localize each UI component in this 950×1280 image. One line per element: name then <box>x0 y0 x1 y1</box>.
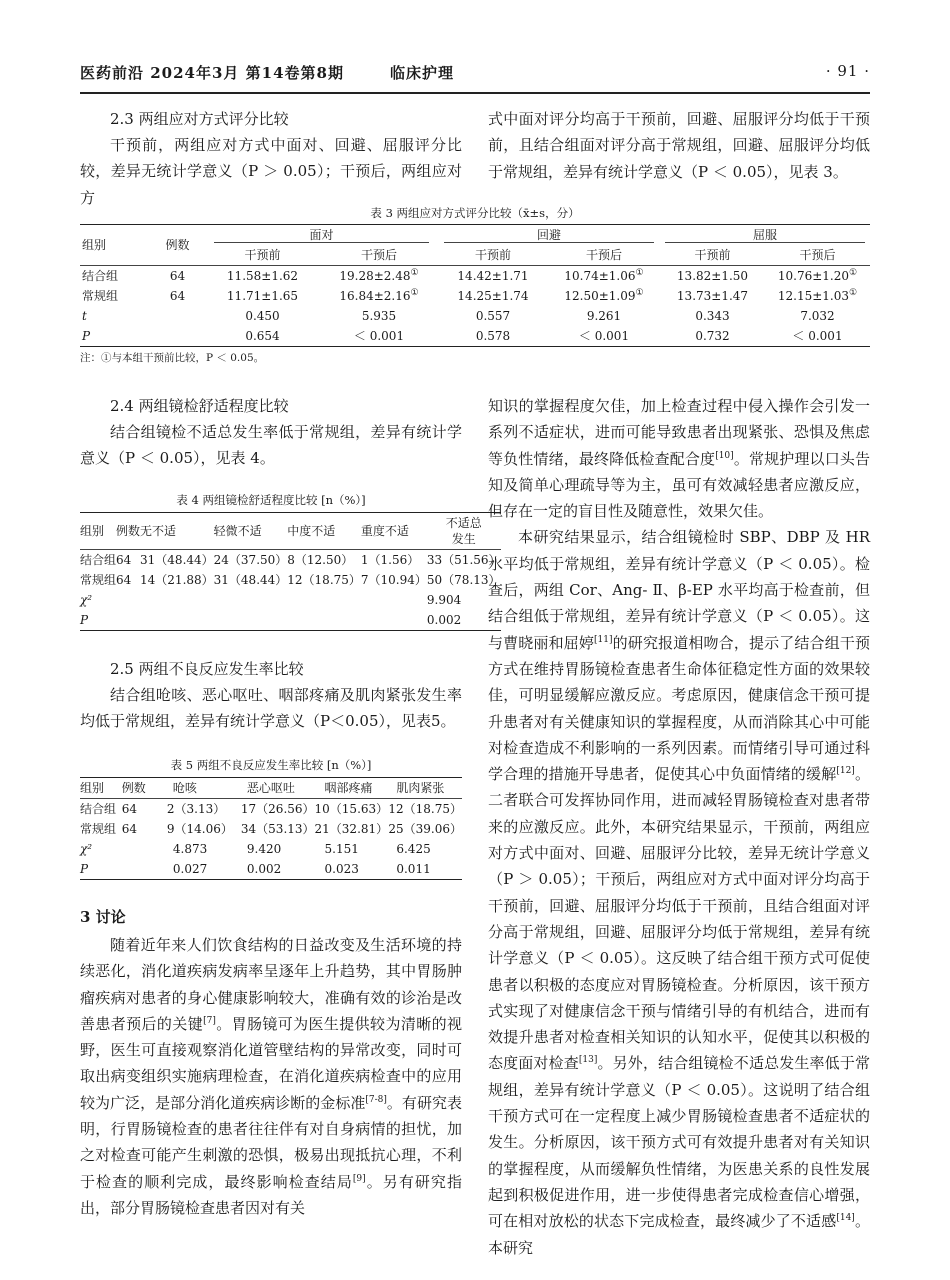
table-4-caption: 表 4 两组镜检舒适程度比较 [n（%）] <box>176 493 366 507</box>
section-2-3-continued <box>488 106 870 185</box>
table-cell: 0.027 <box>172 862 208 876</box>
table-cell: 6.425 <box>396 842 431 856</box>
table-cell: 13.82±1.50 <box>676 269 749 283</box>
table-cell: 24（37.50） <box>213 553 288 567</box>
section-2-5-paragraph: 结合组呛咳、恶心呕吐、咽部疼痛及肌肉紧张发生率均低于常规组，差异有统计学意义（P＜0.05），见表5。 <box>80 686 462 731</box>
table-cell <box>140 610 214 631</box>
table-cell: ＜ 0.001 <box>353 329 405 343</box>
table-cell: 结合组 <box>82 269 119 283</box>
table-cell: 10.74±1.06 <box>564 269 636 283</box>
table-3-header-n: 例数 <box>150 225 205 266</box>
table-cell: 10（15.63） <box>314 802 389 816</box>
table-cell: ＜ 0.001 <box>792 329 843 343</box>
table-4-header: 轻微不适 <box>213 524 262 538</box>
table-cell: 10.76±1.20 <box>777 269 850 283</box>
table-3-note: 注：①与本组干预前比较，P ＜ 0.05。 <box>80 352 265 364</box>
section-2-3 <box>80 106 462 211</box>
table-cell: 4.873 <box>172 842 208 856</box>
significance-mark: ① <box>849 268 858 278</box>
table-cell: χ² <box>80 593 93 607</box>
table-cell: 34（53.13） <box>240 822 315 836</box>
table-cell: 21（32.81） <box>314 822 389 836</box>
table-cell <box>150 326 205 347</box>
table-4-header: 发生 <box>451 532 476 546</box>
table-cell: ＜ 0.001 <box>578 329 630 343</box>
text-run: 随着近年来人们饮食结构的日益改变及生活环境的持续恶化，消化道疾病发病率呈逐年上升趋势，其中胃肠肿瘤疾病对患者的身心健康影响较大，准确有效的诊治是改善患者预后的关键 <box>80 936 462 1033</box>
table-5-header: 组别 <box>80 781 105 795</box>
table-cell: 0.023 <box>324 862 359 876</box>
table-cell <box>214 590 288 610</box>
discussion-right-column <box>488 393 870 1261</box>
table-row <box>80 326 870 347</box>
section-2-3-paragraph-cont: 式中面对评分均高于干预前，回避、屈服评分均低于干预前，且结合组面对评分高于常规组，回避、屈服评分均低于常规组，差异有统计学意义（P ＜ 0.05），见表 3。 <box>488 110 870 181</box>
table-cell: 0.557 <box>475 309 511 323</box>
table-3-subheader: 干预后 <box>585 248 622 262</box>
table-3-header-yield: 屈服 <box>665 228 865 243</box>
table-cell: 14（21.88） <box>140 573 214 587</box>
table-cell: 0.343 <box>695 309 730 323</box>
citation: [14] <box>836 1213 855 1224</box>
table-cell: t <box>82 309 87 323</box>
table-cell <box>122 839 155 859</box>
citation: [7-8] <box>365 1094 387 1105</box>
table-cell: 64 <box>169 289 186 303</box>
table-cell: 常规组 <box>80 822 117 836</box>
table-cell: 64 <box>121 802 138 816</box>
table-3-subheader: 干预前 <box>244 248 281 262</box>
table-cell: 5.935 <box>361 309 397 323</box>
table-3-header-face: 面对 <box>214 228 429 243</box>
table-cell: 33（51.56） <box>426 553 501 567</box>
text-run: 。有研究表明，行胃肠镜检查的患者往往伴有对自身病情的担忧，加之对检查可能产生刺激的恐惧，极易出现抵抗心理，不利于检查的顺利完成，最终影响检查结局 <box>80 1093 462 1191</box>
table-cell: 7.032 <box>800 309 835 323</box>
section-3-title: 3 讨论 <box>80 908 126 926</box>
table-5-header: 肌肉紧张 <box>396 781 445 795</box>
table-cell: 9（14.06） <box>166 822 233 836</box>
table-cell <box>287 610 361 631</box>
table-cell: 64 <box>121 822 138 836</box>
text-run: 。另有研究指出，部分胃肠镜检查患者因对有关 <box>80 1172 462 1217</box>
table-cell: 9.904 <box>426 593 462 607</box>
significance-mark: ① <box>635 288 644 298</box>
table-row <box>80 819 462 839</box>
running-header <box>80 62 870 88</box>
table-cell: 0.450 <box>245 309 280 323</box>
table-cell: 14.42±1.71 <box>457 269 529 283</box>
table-row <box>80 590 501 610</box>
table-3-caption: 表 3 两组应对方式评分比较（x̄±s，分） <box>370 206 580 220</box>
table-cell: 11.71±1.65 <box>226 289 299 303</box>
discussion-paragraph <box>488 393 870 524</box>
page-number: · 91 · <box>825 62 870 80</box>
table-cell <box>150 306 205 326</box>
table-cell: 16.84±2.16 <box>339 289 411 303</box>
citation: [9] <box>352 1173 366 1184</box>
section-2-4-title: 2.4 两组镜检舒适程度比较 <box>110 397 289 415</box>
citation: [13] <box>578 1055 598 1066</box>
text-run: 。胃肠镜可为医生提供较为清晰的视野，医生可直接观察消化道管壁结构的异常改变，同时可取出病变组织实施病理检查，在消化道疾病检查中的应用较为广泛，是部分消化道疾病诊断的金标准 <box>80 1014 462 1112</box>
table-3-header-avoid: 回避 <box>444 228 654 243</box>
table-cell: 常规组 <box>80 573 117 587</box>
table-cell: 0.002 <box>426 613 462 627</box>
table-3-header-group: 组别 <box>80 225 150 266</box>
table-cell: P <box>80 613 89 627</box>
table-4-header: 不适总 <box>445 516 482 530</box>
table-5 <box>80 777 462 880</box>
section-2-4-paragraph: 结合组镜检不适总发生率低于常规组，差异有统计学意义（P ＜ 0.05），见表 4。 <box>80 423 462 468</box>
discussion-paragraph <box>488 524 870 1260</box>
table-row <box>80 799 462 820</box>
table-cell: 0.011 <box>396 862 431 876</box>
table-cell: 7（10.94） <box>360 573 427 587</box>
table-cell: 0.732 <box>695 329 730 343</box>
table-cell: 12（18.75） <box>388 802 462 816</box>
table-cell <box>214 610 288 631</box>
section-2-3-paragraph: 干预前，两组应对方式中面对、回避、屈服评分比较，差异无统计学意义（P ＞ 0.05）；干预后，两组应对方 <box>80 136 462 207</box>
significance-mark: ① <box>410 288 419 298</box>
citation: [7] <box>203 1015 216 1026</box>
table-3-subheader: 干预前 <box>474 248 511 262</box>
table-4-header: 例数 <box>116 524 141 538</box>
table-cell: 结合组 <box>80 802 117 816</box>
section-name: 临床护理 <box>390 64 455 82</box>
table-cell: 常规组 <box>82 289 119 303</box>
table-cell: 5.151 <box>324 842 359 856</box>
table-cell <box>361 590 427 610</box>
text-run: 的研究报道相吻合，提示了结合组干预方式在维持胃肠镜检查患者生命体征稳定性方面的效果较佳，可明显缓解应激反应。考虑原因，健康信念干预可提升患者对有关健康知识的掌握程度，从而消除其心中可能对检查造成不利影响的一系列因素。而情绪引导可通过科学合理的措施开导患者，促使其心中负面情绪的缓解 <box>488 633 870 784</box>
table-cell: 12.50±1.09 <box>564 289 636 303</box>
table-3-subheader: 干预前 <box>694 248 731 262</box>
table-cell: 31（48.44） <box>213 573 288 587</box>
significance-mark: ① <box>635 268 644 278</box>
table-row <box>80 286 870 306</box>
table-cell: 8（12.50） <box>287 553 354 567</box>
table-cell <box>140 590 214 610</box>
table-cell: 19.28±2.48 <box>339 269 411 283</box>
table-row <box>80 570 501 590</box>
text-run: 本研究结果显示，结合组镜检时 SBP、DBP 及 HR 水平均低于常规组，差异有统计学意义（P ＜ 0.05）。检查后，两组 Cor、Ang- Ⅱ、β-EP 水平均高于检查前，但结合组低于常规组，差异有统计学意义（P ＜ 0.05）。这与曹晓丽和屈婷 <box>488 528 870 652</box>
table-4-header: 组别 <box>80 524 105 538</box>
table-cell: 64 <box>116 573 132 587</box>
table-cell <box>122 859 155 880</box>
table-row <box>80 266 870 287</box>
table-cell: 11.58±1.62 <box>226 269 299 283</box>
citation: [11] <box>594 634 613 645</box>
journal-info: 医药前沿 2024年3月 第14卷第8期 <box>80 64 344 82</box>
table-3 <box>80 224 870 347</box>
text-run: 。二者联合可发挥协同作用，进而减轻胃肠镜检查对患者带来的应激反应。此外，本研究结果显示，干预前，两组应对方式中面对、回避、屈服评分比较，差异无统计学意义（P ＞ 0.05）；干预后，两组应对方式中面对评分均高于干预前，回避、屈服评分均低于干预前，且结合组面对评分高于常规组，回避、屈服评分均低于常规组，差异有统计学意义（P ＜ 0.05）。这反映了结合组干预方式可促使患者以积极的态度应对胃肠镜检查。分析原因，该干预方式实现了对健康信念干预与情绪引导的有机结合，进而有效提升患者对检查相关知识的认知水平，促使其以积极的态度面对检查 <box>488 765 870 1073</box>
table-5-header: 恶心呕吐 <box>246 781 295 795</box>
table-5-header: 呛咳 <box>172 781 197 795</box>
section-2-4 <box>80 393 462 472</box>
table-cell: 64 <box>169 269 186 283</box>
table-cell <box>287 590 361 610</box>
table-cell: 12（18.75） <box>287 573 361 587</box>
table-3-subheader: 干预后 <box>360 248 397 262</box>
significance-mark: ① <box>849 288 858 298</box>
table-cell: 17（26.56） <box>240 802 315 816</box>
text-run: 。常规护理以口头告知及简单心理疏导等为主，虽可有效减轻患者应激反应，但存在一定的盲目性及随意性，效果欠佳。 <box>488 449 870 521</box>
table-cell: 0.002 <box>246 862 282 876</box>
table-cell <box>116 610 140 631</box>
significance-mark: ① <box>410 268 419 278</box>
table-cell: 64 <box>116 553 132 567</box>
table-cell <box>116 590 140 610</box>
table-5-header: 例数 <box>121 781 146 795</box>
table-row <box>80 859 462 880</box>
table-5-header: 咽部疼痛 <box>324 781 373 795</box>
table-4-header: 无不适 <box>140 524 177 538</box>
text-run: 。本研究 <box>488 1212 870 1257</box>
citation: [12] <box>836 766 855 777</box>
table-5-caption: 表 5 两组不良反应发生率比较 [n（%）] <box>170 758 372 772</box>
table-4 <box>80 512 501 631</box>
table-cell: 14.25±1.74 <box>457 289 529 303</box>
table-row <box>80 610 501 631</box>
table-cell: P <box>82 329 91 343</box>
table-cell: 0.654 <box>245 329 280 343</box>
table-cell: 2（3.13） <box>166 802 226 816</box>
table-cell: 13.73±1.47 <box>676 289 749 303</box>
citation: [10] <box>715 450 734 461</box>
table-cell: 50（78.13） <box>426 573 501 587</box>
table-cell: 0.578 <box>475 329 511 343</box>
table-row <box>80 839 462 859</box>
text-run: 。另外，结合组镜检不适总发生率低于常规组，差异有统计学意义（P ＜ 0.05）。这说明了结合组干预方式可在一定程度上减少胃肠镜检查患者不适症状的发生。分析原因，该干预方式可有效提升患者对有关知识的掌握程度，从而缓解负性情绪，为医患关系的良性发展起到积极促进作用，进一步使得患者完成检查信心增强，可在相对放松的状态下完成检查，最终减少了不适感 <box>488 1054 870 1231</box>
table-3-subheader: 干预后 <box>799 248 836 262</box>
table-cell: P <box>80 862 89 876</box>
table-cell: 31（48.44） <box>140 553 214 567</box>
table-row <box>80 306 870 326</box>
table-4-header: 重度不适 <box>360 524 409 538</box>
section-3 <box>80 904 462 1221</box>
header-rule <box>80 92 870 94</box>
section-2-5 <box>80 656 462 735</box>
table-cell: 9.261 <box>586 309 622 323</box>
table-4-header: 中度不适 <box>287 524 336 538</box>
table-cell: 9.420 <box>246 842 282 856</box>
table-row <box>80 550 501 571</box>
table-cell: χ² <box>80 842 93 856</box>
table-cell: 结合组 <box>80 553 117 567</box>
table-cell: 25（39.06） <box>388 822 462 836</box>
table-cell: 12.15±1.03 <box>777 289 850 303</box>
text-run: 知识的掌握程度欠佳，加上检查过程中侵入操作会引发一系列不适症状，进而可能导致患者出现紧张、恐惧及焦虑等负性情绪，最终降低检查配合度 <box>488 397 870 468</box>
table-cell <box>361 610 427 631</box>
section-3-paragraph <box>80 932 462 1221</box>
section-2-5-title: 2.5 两组不良反应发生率比较 <box>110 660 304 678</box>
table-cell: 1（1.56） <box>360 553 420 567</box>
section-2-3-title: 2.3 两组应对方式评分比较 <box>110 110 289 128</box>
